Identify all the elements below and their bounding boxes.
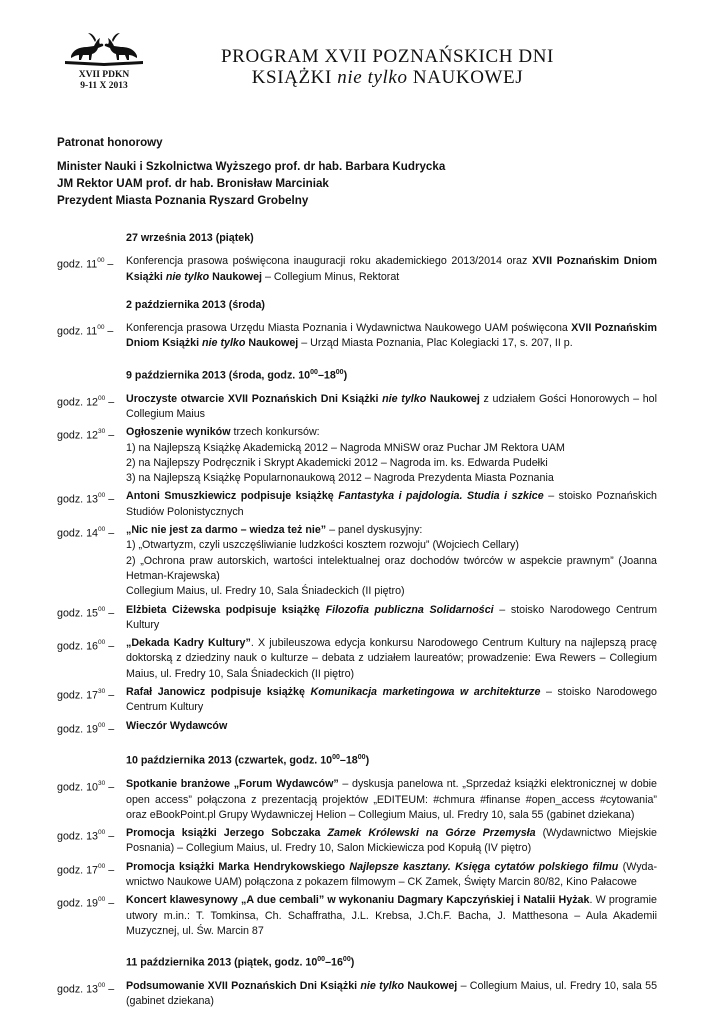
- event-time: godz. $17^{30}$ –: [57, 687, 115, 702]
- event-time: godz. $19^{00}$ –: [57, 721, 115, 736]
- event-description: Konferencja prasowa Urzędu Miasta Poznania i Wydawnictwa Naukowego UAM poświęcona XVII Poznańskim Dniom Książki nie tylko Naukowej – Urząd Miasta Poznania, Plac Kolegiacki 17, s. 207, II p.: [126, 322, 657, 350]
- logo-edition: XVII PDKN: [78, 70, 130, 80]
- event-item: [57, 979, 657, 1010]
- event-time: godz. $16^{00}$ –: [57, 639, 115, 653]
- event-time: godz. $11^{00}$ –: [57, 324, 114, 338]
- event-description: Wieczór Wydawców: [126, 719, 228, 732]
- patronage-heading: Patronat honorowy: [57, 136, 163, 149]
- event-description: Rafał Janowicz podpisuje książkę Komunikacja marketingowa w architekturze – stoisko Narodowego Centrum Kultury: [126, 685, 658, 714]
- page-title: [185, 46, 590, 88]
- event-description: Uroczyste otwarcie XVII Poznańskich Dni Książki nie tylko Naukowej z udziałem Gości Honorowych – hol Collegium Maius: [126, 392, 657, 420]
- event-item: [57, 321, 657, 352]
- event-time: godz. $12^{30}$ –: [57, 428, 115, 442]
- patron-line: Prezydent Miasta Poznania Ryszard Grobelny: [57, 194, 309, 207]
- event-item: [57, 860, 657, 891]
- event-item: [57, 893, 657, 939]
- event-time: godz. $17^{00}$ –: [57, 862, 115, 877]
- logo-dates: 9-11 X 2013: [80, 81, 128, 91]
- event-item: [57, 826, 657, 857]
- day-heading: 9 października 2013 (środa, godz. $10^{00}-18^{00}$): [126, 368, 348, 382]
- day-heading: 11 października 2013 (piątek, godz. $10^{00}-16^{00}$): [126, 956, 355, 969]
- event-item: [57, 603, 657, 634]
- event-item: [57, 719, 657, 738]
- event-description: „Nic nie jest za darmo – wiedza też nie” – panel dyskusyjny: 1) „Otwartyzm, czyli uszczęśliwianie ludzkości kosztem rozwoju” (Wojciech Cellary) 2) „Ochrona praw autorskich, wartości intelektualnej oraz dochodów twórców w aspekcie prawnym” (Joanna Hetman-Krajewska) Collegium Maius, ul. Fredry 10, Sala Śniadeckich (II piętro): [126, 524, 657, 598]
- logo: [58, 30, 150, 92]
- event-item: [57, 636, 657, 682]
- event-time: godz. $14^{00}$ –: [57, 526, 115, 540]
- event-time: godz. $15^{00}$ –: [57, 605, 115, 620]
- patron-line: Minister Nauki i Szkolnictwa Wyższego prof. dr hab. Barbara Kudrycka: [57, 160, 446, 173]
- event-time: godz. $19^{00}$ –: [57, 896, 115, 910]
- event-description: Promocja książki Marka Hendrykowskiego Najlepsze kasztany. Księga cytatów polskiego filmu (Wydawnictwo Naukowe UAM) połączona z pokazem filmowym – CK Zamek, Święty Marcin 80/82, Kino Pałacowe: [126, 860, 657, 889]
- event-item: [57, 777, 657, 823]
- event-description: Podsumowanie XVII Poznańskich Dni Książki nie tylko Naukowej – Collegium Maius, ul. Fredry 10, sala 55 (gabinet dziekana): [126, 980, 658, 1008]
- event-description: Konferencja prasowa poświęcona inauguracji roku akademickiego 2013/2014 oraz XVII Poznańskim Dniom Książki nie tylko Naukowej – Collegium Minus, Rektorat: [126, 255, 658, 283]
- event-description: Ogłoszenie wyników trzech konkursów: 1) na Najlepszą Książkę Akademicką 2012 – Nagroda MNiSW oraz Puchar JM Rektora UAM 2) na Najlepszy Podręcznik i Skrypt Akademicki 2012 – Nagroda im. ks. Edwarda Pudełki 3) na Najlepszą Książkę Popularnonaukową 2012 – Nagroda Prezydenta Miasta Poznania: [126, 426, 565, 485]
- day-heading: 2 października 2013 (środa): [126, 298, 265, 311]
- event-item: [57, 489, 657, 520]
- program-content: [57, 231, 657, 1013]
- event-item: [57, 685, 657, 716]
- goats-logo-icon: [61, 30, 147, 68]
- patronage-section: [57, 134, 445, 209]
- event-description: Promocja książki Jerzego Sobczaka Zamek Królewski na Górze Przemysła (Wydawnictwo Miejskie Posnania) – Collegium Maius, ul. Fredry 10, Salon Mickiewicza pod Kopułą (IV piętro): [126, 827, 657, 855]
- event-description: Spotkanie branżowe „Forum Wydawców” – dyskusja panelowa nt. „Sprzedaż książki elektronicznej w dobie open access” połączona z prezentacją projektów „EDITEUM: #chmura #finanse #open_access #cytowania” oraz eBookPoint.pl Grupy Wydawniczej Helion – Collegium Maius, ul. Fredry 10, sala 55 (gabinet dziekana): [126, 778, 657, 821]
- title-line-1: PROGRAM XVII POZNAŃSKICH DNI: [221, 46, 554, 67]
- title-line-2: KSIĄŻKI nie tylko NAUKOWEJ: [251, 67, 524, 88]
- event-description: Koncert klawesynowy „A due cembali” w wykonaniu Dagmary Kapczyńskiej i Natalii Hyżak. W programie utwory m.in.: T. Tomkinsa, Ch. Schaffratha, J.L. Krebsa, J.Ch.F. Bacha, J. Matthesona – Aula Akademii Muzycznej, ul. Św. Marcin 87: [126, 894, 657, 937]
- event-time: godz. $10^{30}$ –: [57, 780, 115, 794]
- day-heading: 10 października 2013 (czwartek, godz. $10^{00}-18^{00}$): [126, 754, 370, 767]
- day-heading: 27 września 2013 (piątek): [126, 232, 254, 244]
- event-time: godz. $13^{00}$ –: [57, 982, 115, 996]
- logo-text: [58, 70, 150, 92]
- patron-line: JM Rektor UAM prof. dr hab. Bronisław Marciniak: [57, 177, 329, 190]
- event-time: godz. $12^{00}$ –: [57, 394, 115, 409]
- event-item: [57, 254, 657, 285]
- event-time: godz. $13^{00}$ –: [57, 492, 115, 506]
- event-time: godz. $11^{00}$ –: [57, 257, 114, 271]
- event-description: Elżbieta Ciżewska podpisuje książkę Filozofia publiczna Solidarności – stoisko Narodowego Centrum Kultury: [126, 603, 658, 631]
- event-item: [57, 392, 657, 423]
- event-time: godz. $13^{00}$ –: [57, 829, 115, 843]
- event-item: [57, 523, 657, 599]
- event-description: Antoni Smuszkiewicz podpisuje książkę Fantastyka i pajdologia. Studia i szkice – stoisko Poznańskich Studiów Polonistycznych: [126, 490, 658, 518]
- event-item: [57, 425, 657, 486]
- event-description: „Dekada Kadry Kultury”. X jubileuszowa edycja konkursu Narodowego Centrum Kultury na najlepszą pracę doktorską z dziedziny nauk o kulturze – debata z udziałem laureatów; prowadzenie: Ewa Rewers – Collegium Maius, ul. Fredry 10, Sala Śniadeckich (II piętro): [126, 637, 657, 680]
